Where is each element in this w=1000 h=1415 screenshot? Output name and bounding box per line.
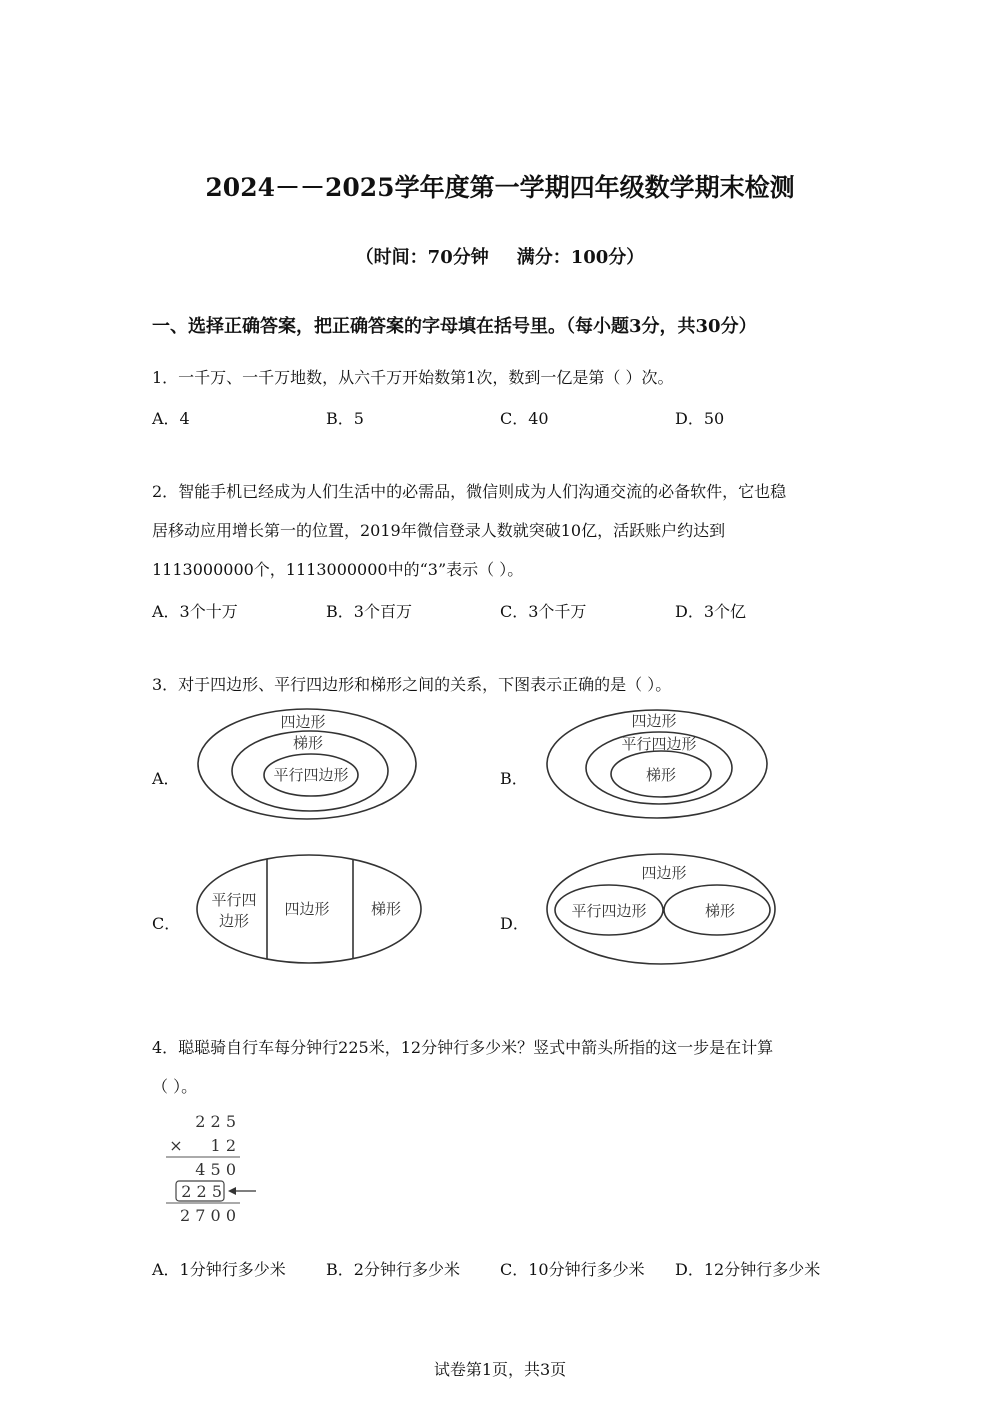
- question-4-line-2: （ ）。: [152, 1077, 198, 1096]
- diagram-b: [547, 710, 767, 818]
- q2-option-b: B．3个百万: [326, 602, 412, 621]
- calc-partial-2: 2 2 5: [181, 1182, 222, 1201]
- diagram-a-quad-label: 四边形: [280, 713, 326, 731]
- diagram-b-trap-label: 梯形: [645, 766, 677, 784]
- question-1-text: 1．一千万、一千万地数，从六千万开始数第1次，数到一亿是第（ ）次。: [152, 368, 674, 387]
- diagram-d-para-label: 平行四边形: [571, 902, 647, 920]
- calc-arrow-icon: [228, 1187, 236, 1195]
- q3-option-a-label: A．: [152, 769, 180, 788]
- q2-option-d: D．3个亿: [675, 602, 747, 621]
- question-2-line-3: 1113000000个，1113000000中的“3”表示（ ）。: [152, 560, 524, 579]
- score-info: 满分：100分）: [516, 247, 645, 268]
- calc-multiplier: 1 2: [210, 1136, 236, 1155]
- diagram-b-para-label: 平行四边形: [621, 735, 697, 753]
- calc-product: 2 7 0 0: [180, 1206, 236, 1225]
- q3-option-c-label: C．: [152, 914, 181, 933]
- diagram-d-quad-label: 四边形: [641, 864, 687, 882]
- page-footer: 试卷第1页，共3页: [433, 1360, 567, 1379]
- diagram-d-trap-label: 梯形: [704, 902, 736, 920]
- diagram-d: [547, 854, 775, 964]
- q1-option-d: D．50: [675, 409, 725, 428]
- calc-partial-1: 4 5 0: [195, 1160, 236, 1179]
- q1-option-b: B．5: [326, 409, 364, 428]
- time-info: （时间：70分钟: [355, 247, 489, 268]
- diagram-a-para-label: 平行四边形: [273, 766, 349, 784]
- question-2-line-2: 居移动应用增长第一的位置，2019年微信登录人数就突破10亿，活跃账户约达到: [152, 521, 726, 540]
- q4-option-c: C．10分钟行多少米: [500, 1260, 645, 1279]
- diagram-c-quad-label: 四边形: [284, 900, 330, 918]
- q4-option-b: B．2分钟行多少米: [326, 1260, 460, 1279]
- question-2-line-1: 2．智能手机已经成为人们生活中的必需品，微信则成为人们沟通交流的必备软件，它也稳: [152, 482, 787, 501]
- question-3-text: 3．对于四边形、平行四边形和梯形之间的关系，下图表示正确的是（ ）。: [152, 675, 672, 694]
- q3-option-b-label: B．: [500, 769, 528, 788]
- calc-times-sign: ×: [169, 1136, 183, 1155]
- calc-multiplicand: 2 2 5: [195, 1112, 236, 1131]
- q3-option-d-label: D．: [500, 914, 529, 933]
- q2-option-a: A．3个十万: [152, 602, 238, 621]
- diagram-c: [197, 850, 421, 968]
- diagram-a-trap-label: 梯形: [292, 734, 324, 752]
- diagram-a: [198, 709, 416, 819]
- diagram-c-trap-label: 梯形: [370, 900, 402, 918]
- page-title: 2024－－2025学年度第一学期四年级数学期末检测: [205, 173, 795, 202]
- q4-option-a: A．1分钟行多少米: [152, 1260, 286, 1279]
- section-heading: 一、选择正确答案，把正确答案的字母填在括号里。（每小题3分，共30分）: [152, 316, 757, 337]
- diagram-c-para-label-1: 平行四: [211, 891, 257, 909]
- question-4-line-1: 4．聪聪骑自行车每分钟行225米，12分钟行多少米？竖式中箭头所指的这一步是在计算: [152, 1038, 774, 1057]
- q2-option-c: C．3个千万: [500, 602, 587, 621]
- q1-option-a: A．4: [152, 409, 190, 428]
- vertical-multiplication: [166, 1112, 256, 1225]
- q4-option-d: D．12分钟行多少米: [675, 1260, 821, 1279]
- diagram-b-quad-label: 四边形: [631, 712, 677, 730]
- diagram-c-para-label-2: 边形: [218, 912, 250, 930]
- q1-option-c: C．40: [500, 409, 549, 428]
